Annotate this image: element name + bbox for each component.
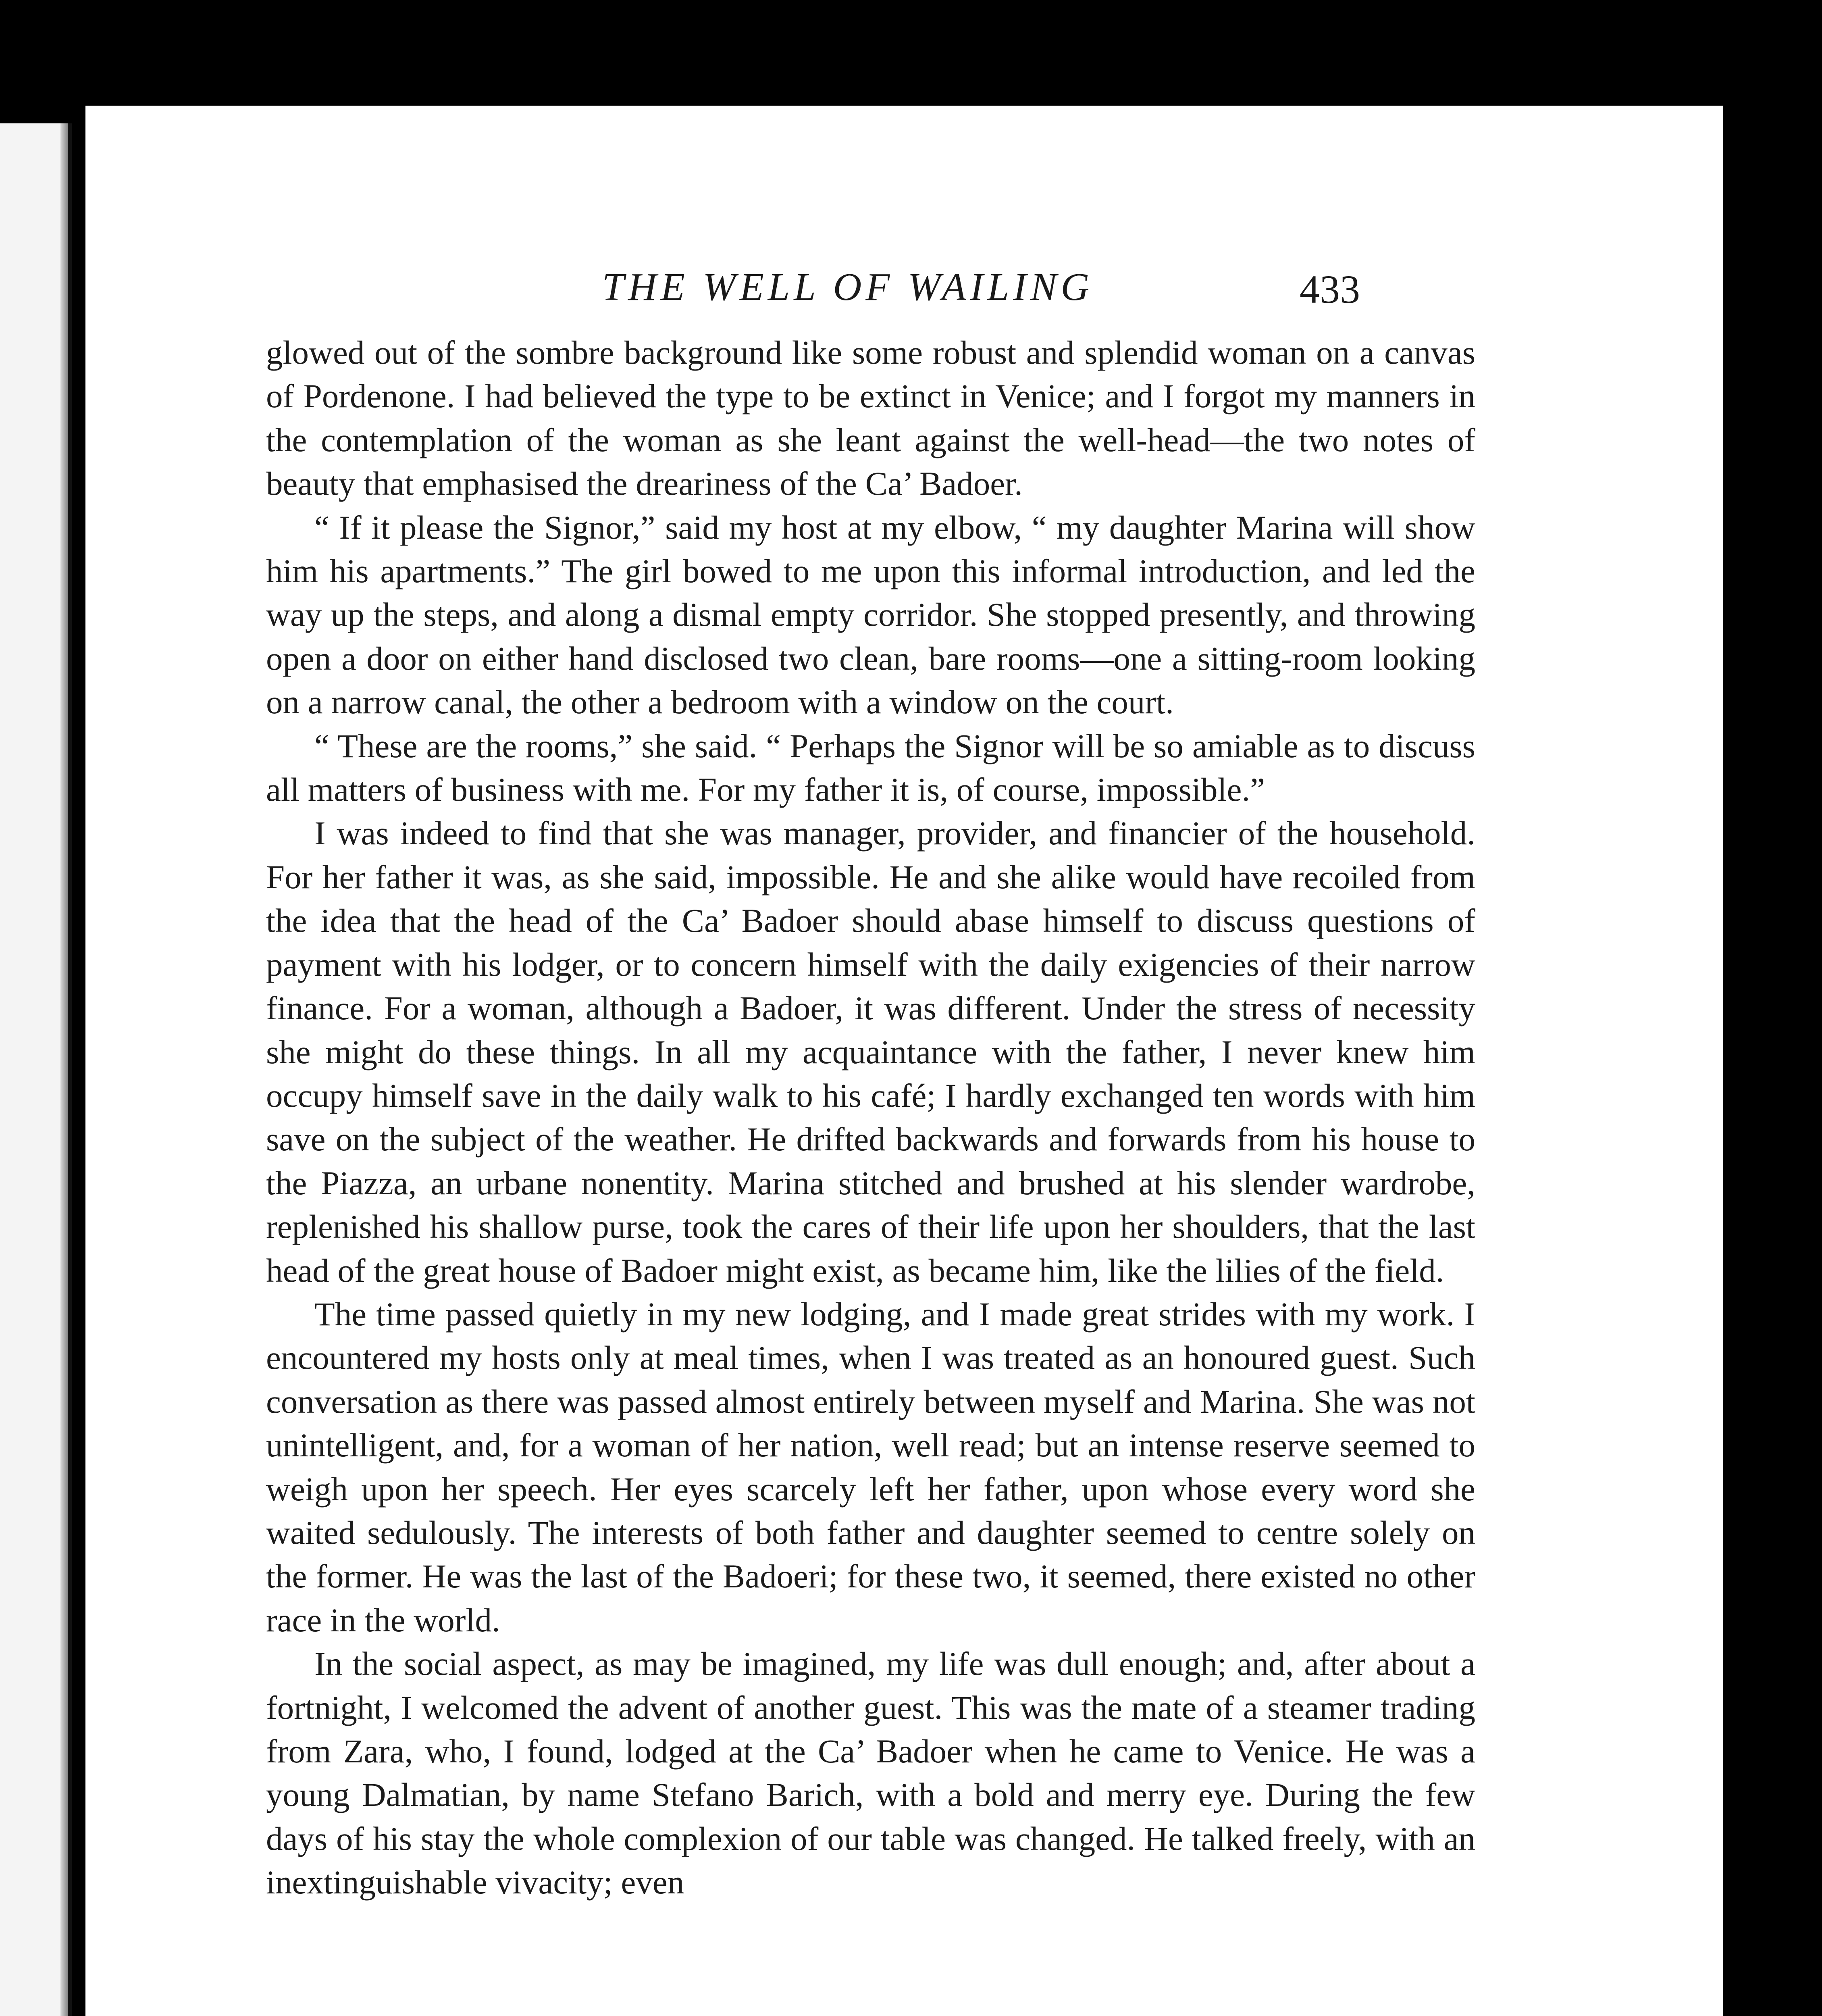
- book-gutter: [60, 123, 68, 2016]
- paragraph: The time passed quietly in my new lodging, and I made great strides with my work. I encountered my hosts only at meal times, when I was treated as an honoured guest. Such conversation as there was passed almost entirely between myself and Marina. She was not unintelligent, and, for a woman of her nation, well read; but an intense reserve seemed to weigh upon her speech. Her eyes scarcely left her father, upon whose every word she waited sedulously. The interests of both father and daughter seemed to centre solely on the former. He was the last of the Badoeri; for these two, it seemed, there existed no other race in the world.: [266, 1295, 1475, 1639]
- running-head: [85, 255, 1723, 319]
- body-text: [266, 331, 1475, 1904]
- running-title: THE WELL OF WAILING: [602, 265, 1094, 309]
- page-number: 433: [1300, 267, 1360, 312]
- book-page: [85, 106, 1723, 2016]
- facing-page-edge: [0, 123, 72, 2016]
- paragraph: In the social aspect, as may be imagined, my life was dull enough; and, after about a fortnight, I welcomed the advent of another guest. This was the mate of a steamer trading from Zara, who, I found, lodged at the Ca’ Badoer when he came to Venice. He was a young Dalmatian, by name Stefano Barich, with a bold and merry eye. During the few days of his stay the whole complexion of our table was changed. He talked freely, with an inextinguishable vivacity; even: [266, 1645, 1475, 1901]
- paragraph: “ If it please the Signor,” said my host at my elbow, “ my daughter Marina will show him his apartments.” The girl bowed to me upon this informal introduction, and led the way up the steps, and along a dismal empty corridor. She stopped presently, and throwing open a door on either hand disclosed two clean, bare rooms—one a sitting-room looking on a narrow canal, the other a bedroom with a window on the court.: [266, 508, 1475, 721]
- paragraph: “ These are the rooms,” she said. “ Perhaps the Signor will be so amiable as to discuss all matters of business with me. For my father it is, of course, impossible.”: [266, 727, 1475, 808]
- paragraph-continued: glowed out of the sombre background like some robust and splendid woman on a canvas of Pordenone. I had believed the type to be extinct in Venice; and I forgot my manners in the contemplation of the woman as she leant against the well-head—the two notes of beauty that emphasised the dreariness of the Ca’ Badoer.: [266, 334, 1475, 502]
- paragraph: I was indeed to find that she was manager, provider, and financier of the household. For her father it was, as she said, impossible. He and she alike would have recoiled from the idea that the head of the Ca’ Badoer should abase himself to discuss questions of payment with his lodger, or to concern himself with the daily exigencies of their narrow finance. For a woman, although a Badoer, it was different. Under the stress of necessity she might do these things. In all my acquaintance with the father, I never knew him occupy himself save in the daily walk to his café; I hardly exchanged ten words with him save on the subject of the weather. He drifted backwards and forwards from his house to the Piazza, an urbane nonentity. Marina stitched and brushed at his slender wardrobe, replenished his shallow purse, took the cares of their life upon her shoulders, that the last head of the great house of Badoer might exist, as became him, like the lilies of the field.: [266, 814, 1475, 1289]
